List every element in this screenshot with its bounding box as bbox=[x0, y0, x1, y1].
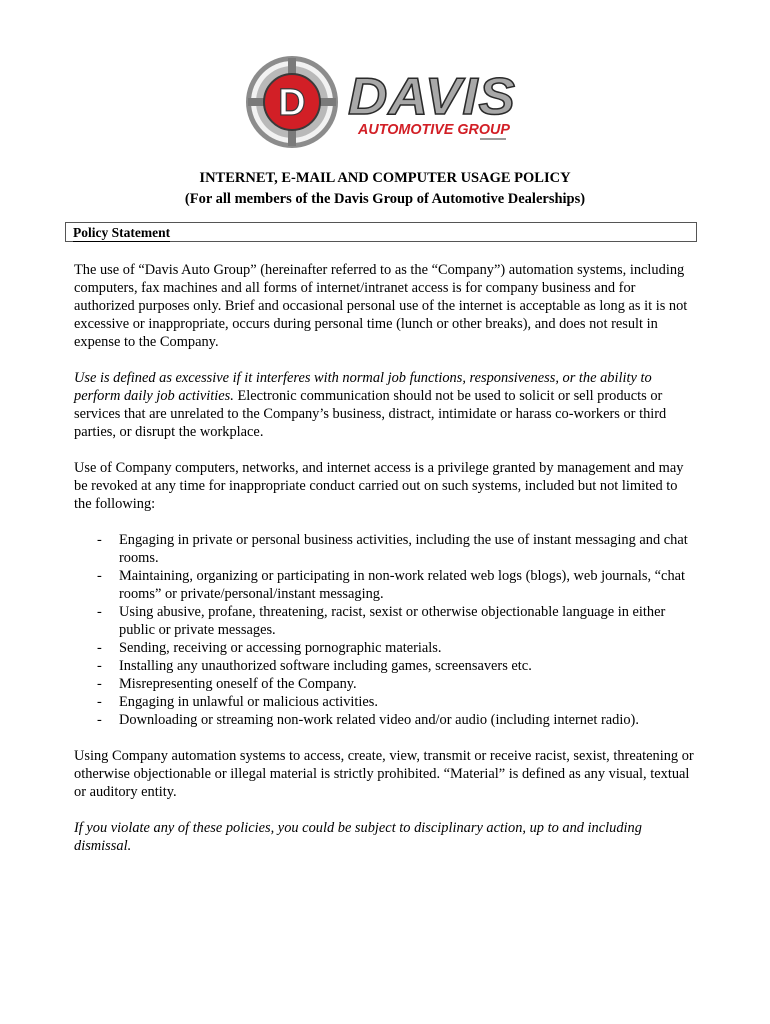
list-item: - Sending, receiving or accessing pornographic materials. bbox=[97, 640, 442, 656]
policy-statement-box bbox=[65, 222, 697, 242]
logo-subtitle: AUTOMOTIVE GROUP bbox=[357, 121, 511, 138]
document-title: INTERNET, E-MAIL AND COMPUTER USAGE POLICY bbox=[199, 170, 571, 186]
paragraph-prohibited-material: Using Company automation systems to access, create, view, transmit or receive racist, sexist, threatening or otherwise objectionable or illegal material is strictly prohibited. “Material” is defined as any visual, textual or auditory entity. bbox=[74, 748, 694, 800]
excessive-use-definition: Use is defined as excessive if it interferes with normal job functions, responsiveness, or the ability to perform daily job activities. bbox=[74, 370, 652, 404]
logo-graphic bbox=[244, 52, 524, 152]
paragraph-excessive-use bbox=[74, 369, 694, 441]
paragraph-usage-scope: The use of “Davis Auto Group” (hereinafter referred to as the “Company”) automation systems, including computers, fax machines and all forms of internet/intranet access is for company business and for authorized purposes only. Brief and occasional personal use of the internet is acceptable as long as it is not excessive or inappropriate, occurs during personal time (lunch or other breaks), and does not result in expense to the Company. bbox=[74, 262, 688, 350]
list-item: - Engaging in unlawful or malicious activities. bbox=[97, 694, 378, 710]
list-item: - Maintaining, organizing or participating in non-work related web logs (blogs), web journals, “chat rooms” or private/personal/instant messaging. bbox=[97, 568, 686, 602]
policy-statement-label: Policy Statement bbox=[73, 225, 171, 240]
document-subtitle: (For all members of the Davis Group of Automotive Dealerships) bbox=[184, 191, 586, 207]
emblem-letter: D bbox=[278, 82, 306, 124]
list-item: - Using abusive, profane, threatening, racist, sexist or otherwise objectionable language in either public or private messages. bbox=[97, 604, 666, 638]
title-block bbox=[0, 168, 770, 210]
logo-underline-mark bbox=[480, 138, 506, 140]
paragraph-privilege: Use of Company computers, networks, and internet access is a privilege granted by management and may be revoked at any time for inappropriate conduct carried out on such systems, included but not limited to the following: bbox=[74, 460, 684, 512]
logo-wordmark: DAVIS bbox=[348, 68, 516, 126]
prohibited-activities-list bbox=[74, 531, 694, 729]
policy-body bbox=[74, 261, 694, 873]
list-item: - Misrepresenting oneself of the Company. bbox=[97, 676, 357, 692]
list-item: - Engaging in private or personal business activities, including the use of instant messaging and chat rooms. bbox=[97, 532, 688, 566]
list-item: - Downloading or streaming non-work related video and/or audio (including internet radio). bbox=[97, 712, 639, 728]
excessive-use-rest: Electronic communication should not be used to solicit or sell products or services that are unrelated to the Company’s business, distract, intimidate or harass co-workers or third parties, or disrupt the workplace. bbox=[74, 388, 667, 440]
paragraph-disciplinary-warning: If you violate any of these policies, you could be subject to disciplinary action, up to and including dismissal. bbox=[74, 820, 642, 854]
davis-automotive-logo bbox=[244, 52, 524, 152]
list-item: - Installing any unauthorized software including games, screensavers etc. bbox=[97, 658, 532, 674]
